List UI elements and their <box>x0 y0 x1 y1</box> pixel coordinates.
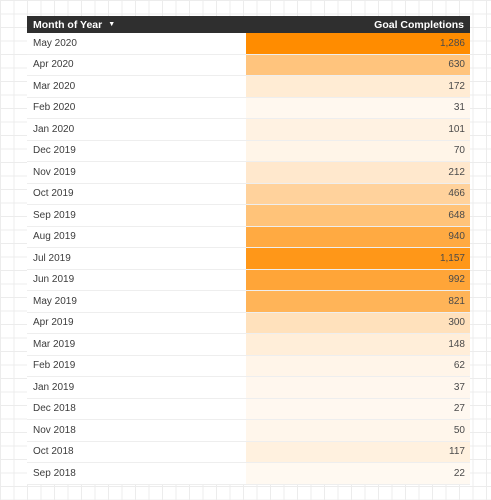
table-row <box>27 98 470 120</box>
table-row <box>27 184 470 206</box>
goal-completions-cell: 940 <box>246 227 470 248</box>
month-cell: Feb 2020 <box>33 102 76 114</box>
month-cell: Oct 2019 <box>33 188 74 200</box>
table-row <box>27 33 470 55</box>
table-row <box>27 162 470 184</box>
month-cell: Dec 2018 <box>33 403 76 415</box>
sort-descending-icon[interactable]: ▼ <box>108 21 116 28</box>
goal-completions-cell: 101 <box>246 119 470 140</box>
table-row <box>27 442 470 464</box>
goal-completions-cell: 70 <box>246 141 470 162</box>
goals-column-header[interactable]: Goal Completions <box>374 18 464 31</box>
table-row <box>27 313 470 335</box>
month-cell: Apr 2019 <box>33 317 74 329</box>
table-row <box>27 356 470 378</box>
month-cell: Oct 2018 <box>33 446 74 458</box>
table-row <box>27 270 470 292</box>
table-row <box>27 291 470 313</box>
table-row <box>27 377 470 399</box>
goal-completions-cell: 300 <box>246 313 470 334</box>
table-row <box>27 334 470 356</box>
table-row <box>27 420 470 442</box>
table-row <box>27 463 470 485</box>
month-cell: Sep 2018 <box>33 467 76 479</box>
goal-completions-cell: 1,286 <box>246 33 470 54</box>
goal-completions-cell: 648 <box>246 205 470 226</box>
table-header <box>27 16 470 33</box>
month-cell: Jan 2019 <box>33 381 75 393</box>
month-cell: Nov 2019 <box>33 166 76 178</box>
month-cell: Jun 2019 <box>33 274 75 286</box>
month-cell: Mar 2019 <box>33 338 76 350</box>
month-column-header[interactable] <box>33 19 115 31</box>
goal-completions-cell: 992 <box>246 270 470 291</box>
goal-completions-cell: 1,157 <box>246 248 470 269</box>
month-cell: Jul 2019 <box>33 252 71 264</box>
goal-completions-cell: 212 <box>246 162 470 183</box>
month-cell: Jan 2020 <box>33 123 75 135</box>
month-cell: Mar 2020 <box>33 80 76 92</box>
goal-completions-cell: 821 <box>246 291 470 312</box>
table-row <box>27 119 470 141</box>
table-row <box>27 248 470 270</box>
goal-completions-cell: 37 <box>246 377 470 398</box>
month-cell: Feb 2019 <box>33 360 76 372</box>
goal-completions-cell: 172 <box>246 76 470 97</box>
goal-completions-cell: 466 <box>246 184 470 205</box>
goal-completions-cell: 50 <box>246 420 470 441</box>
table-row <box>27 141 470 163</box>
goal-completions-cell: 27 <box>246 399 470 420</box>
month-cell: Apr 2020 <box>33 59 74 71</box>
table-row <box>27 399 470 421</box>
month-cell: Dec 2019 <box>33 145 76 157</box>
month-cell: May 2020 <box>33 37 77 49</box>
goal-completions-cell: 22 <box>246 463 470 484</box>
goal-completions-cell: 148 <box>246 334 470 355</box>
goal-completions-cell: 62 <box>246 356 470 377</box>
goal-completions-cell: 31 <box>246 98 470 119</box>
goal-completions-cell: 117 <box>246 442 470 463</box>
month-cell: Sep 2019 <box>33 209 76 221</box>
table-row <box>27 55 470 77</box>
goal-completions-cell: 630 <box>246 55 470 76</box>
table-row <box>27 205 470 227</box>
table-body <box>27 33 470 485</box>
table-row <box>27 76 470 98</box>
goal-completions-table <box>27 16 470 485</box>
month-cell: Aug 2019 <box>33 231 76 243</box>
month-cell: Nov 2018 <box>33 424 76 436</box>
table-row <box>27 227 470 249</box>
month-cell: May 2019 <box>33 295 77 307</box>
month-column-label: Month of Year <box>33 18 103 31</box>
